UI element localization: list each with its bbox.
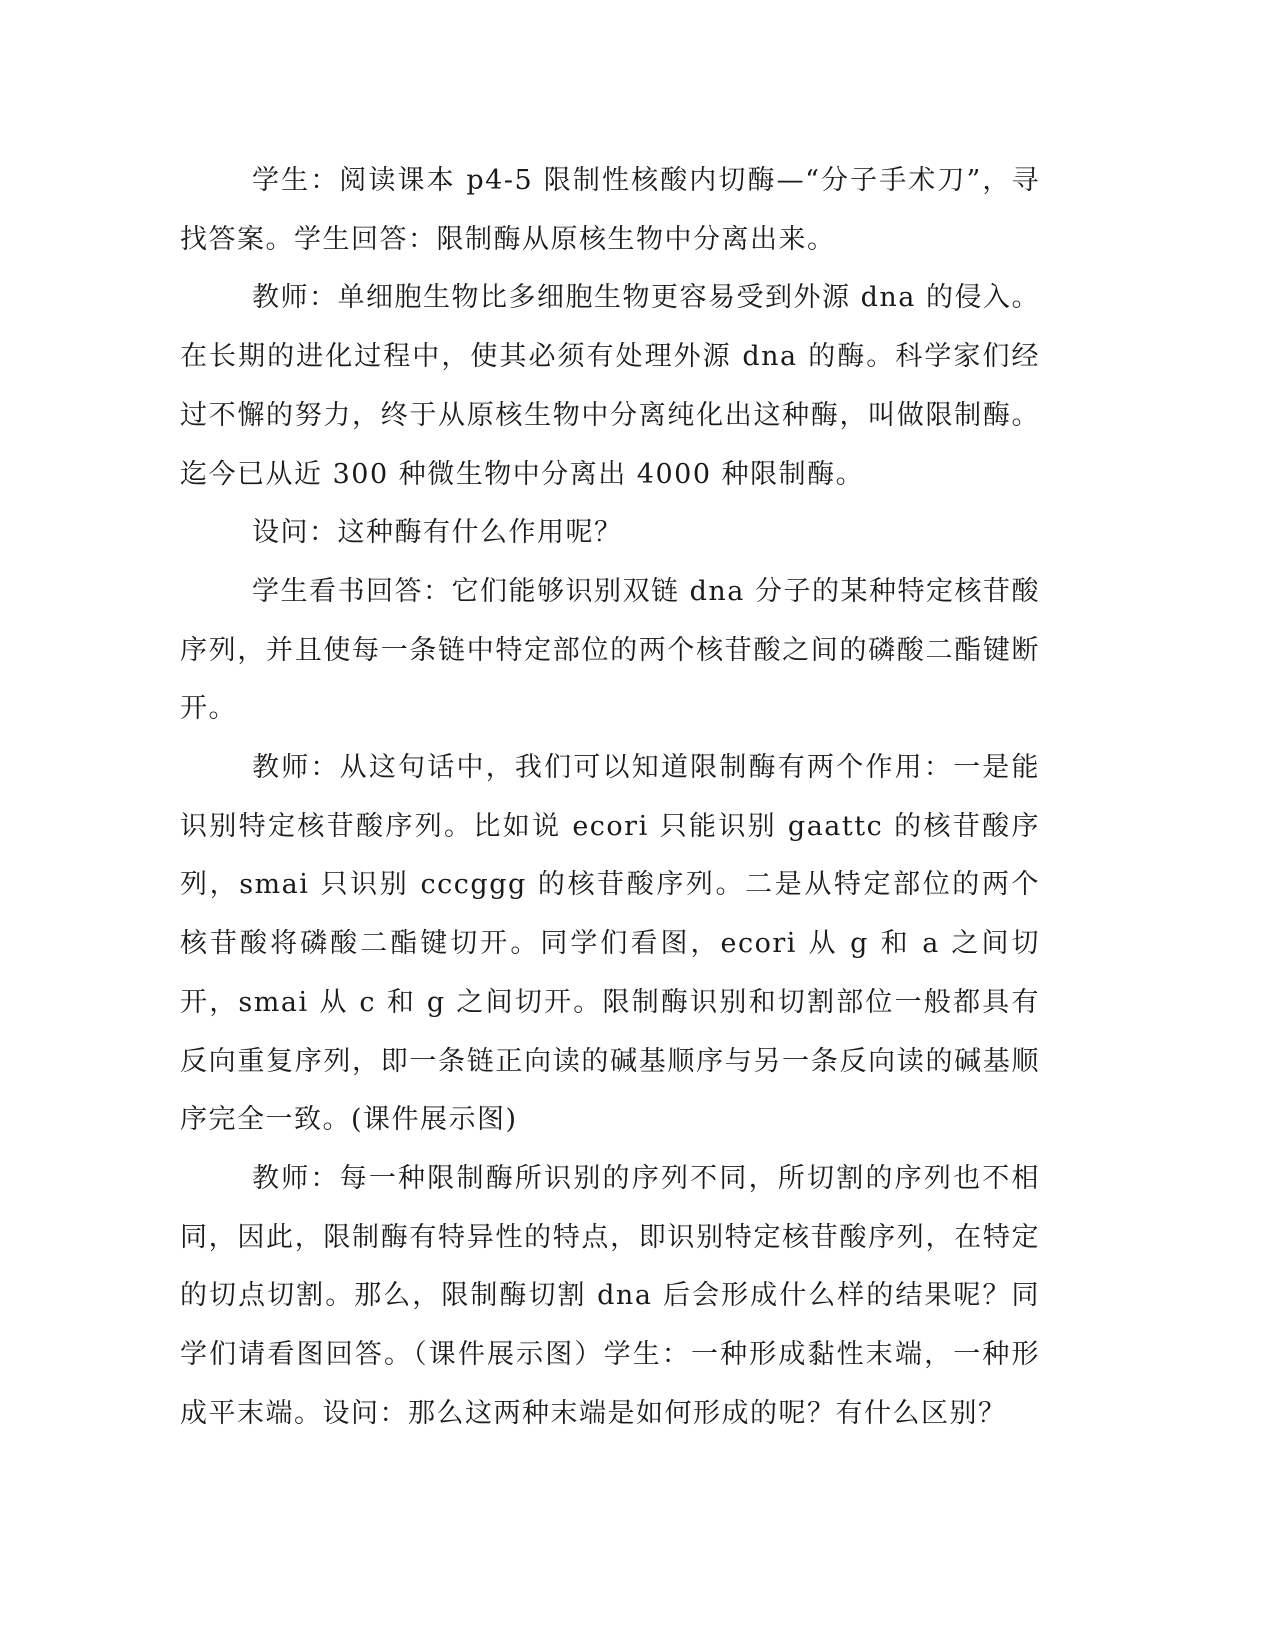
paragraph-teacher-specificity: 教师：每一种限制酶所识别的序列不同，所切割的序列也不相同，因此，限制酶有特异性的特点，即识别特定核苷酸序列，在特定的切点切割。那么，限制酶切割 dna 后会形成什么样的结果呢？同学们请看图回答。（课件展示图）学生：一种形成黏性末端，一种形成平末端。设问：那么这两种末端是如何形成的呢？有什么区别？ <box>180 1162 1040 1429</box>
paragraph-teacher-two-functions: 教师：从这句话中，我们可以知道限制酶有两个作用：一是能识别特定核苷酸序列。比如说 ecori 只能识别 gaattc 的核苷酸序列，smai 只识别 cccggg 的核苷酸序列。二是从特定部位的两个核苷酸将磷酸二酯键切开。同学们看图，ecori 从 g 和 a 之间切开，smai 从 c 和 g 之间切开。限制酶识别和切割部位一般都具有反向重复序列，即一条链正向读的碱基顺序与另一条反向读的碱基顺序完全一致。(课件展示图) <box>180 752 1040 1136</box>
paragraph-question-function: 设问：这种酶有什么作用呢？ <box>252 517 623 549</box>
paragraph-student-answer: 学生看书回答：它们能够识别双链 dna 分子的某种特定核苷酸序列，并且使每一条链中特定部位的两个核苷酸之间的磷酸二酯键断开。 <box>180 575 1040 725</box>
paragraph-student-reading: 学生：阅读课本 p4-5 限制性核酸内切酶—“分子手术刀”，寻找答案。学生回答：限制酶从原核生物中分离出来。 <box>180 165 1040 255</box>
document-body <box>180 152 1040 1443</box>
paragraph-teacher-restriction-enzyme-origin: 教师：单细胞生物比多细胞生物更容易受到外源 dna 的侵入。在长期的进化过程中，使其必须有处理外源 dna 的酶。科学家们经过不懈的努力，终于从原核生物中分离纯化出这种酶，叫做限制酶。迄今已从近 300 种微生物中分离出 4000 种限制酶。 <box>180 282 1040 490</box>
